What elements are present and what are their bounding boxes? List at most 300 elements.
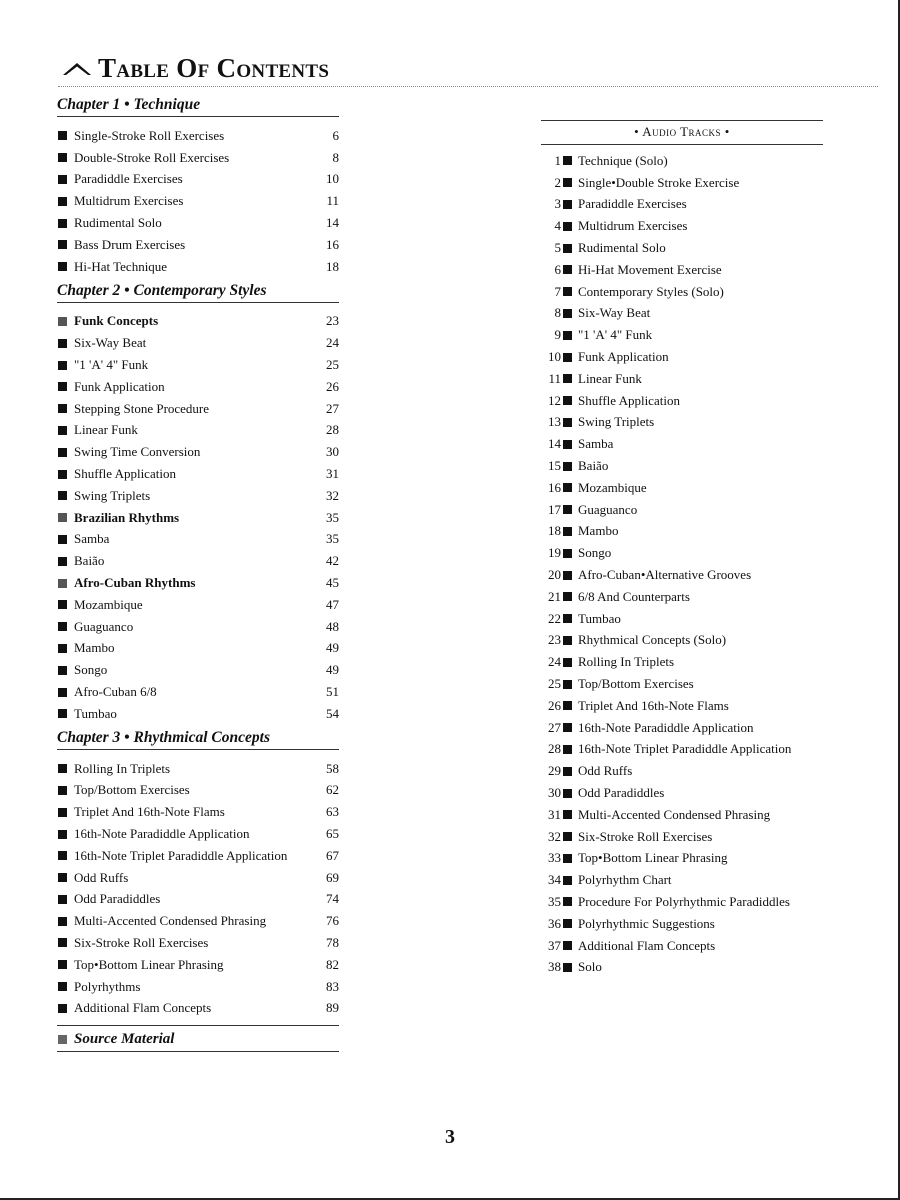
audio-track-item[interactable] bbox=[541, 717, 823, 739]
square-bullet-icon bbox=[58, 808, 67, 817]
entry-page: 24 bbox=[326, 335, 339, 351]
entry-page: 16 bbox=[326, 236, 339, 252]
track-title: Top•Bottom Linear Phrasing bbox=[578, 850, 728, 866]
toc-entry[interactable] bbox=[57, 463, 339, 485]
entry-page: 54 bbox=[326, 705, 339, 721]
track-number: 14 bbox=[548, 436, 561, 452]
square-bullet-icon bbox=[58, 197, 67, 206]
entry-title: Bass Drum Exercises bbox=[74, 236, 186, 252]
entry-title: Samba bbox=[74, 531, 110, 547]
track-number: 1 bbox=[554, 152, 561, 168]
track-title: Polyrhythm Chart bbox=[578, 872, 672, 888]
entry-title: Swing Triplets bbox=[74, 487, 151, 503]
audio-track-item[interactable] bbox=[541, 848, 823, 870]
entry-title: Rudimental Solo bbox=[74, 215, 162, 231]
audio-track-item[interactable] bbox=[541, 760, 823, 782]
square-bullet-icon bbox=[563, 200, 572, 209]
square-bullet-icon bbox=[563, 309, 572, 318]
entry-title: Polyrhythms bbox=[74, 978, 141, 994]
toc-entry[interactable] bbox=[57, 976, 339, 998]
square-bullet-icon bbox=[563, 832, 572, 841]
track-number: 22 bbox=[548, 610, 561, 626]
track-title: Contemporary Styles (Solo) bbox=[578, 283, 724, 299]
track-number: 38 bbox=[548, 959, 561, 975]
entry-title: Multi-Accented Condensed Phrasing bbox=[74, 913, 267, 929]
square-bullet-icon bbox=[563, 767, 572, 776]
square-bullet-icon bbox=[563, 636, 572, 645]
page-number: 3 bbox=[445, 1126, 455, 1148]
entry-page: 65 bbox=[326, 826, 339, 841]
track-number: 11 bbox=[548, 370, 561, 386]
square-bullet-icon bbox=[563, 658, 572, 667]
entry-page: 48 bbox=[326, 618, 339, 634]
square-bullet-icon bbox=[563, 571, 572, 580]
toc-entry[interactable] bbox=[57, 125, 339, 147]
audio-track-item[interactable] bbox=[541, 303, 823, 325]
square-bullet-icon bbox=[58, 851, 67, 860]
track-number: 27 bbox=[548, 719, 561, 735]
track-title: Top/Bottom Exercises bbox=[578, 676, 694, 692]
toc-entry[interactable] bbox=[57, 910, 339, 932]
toc-entry[interactable] bbox=[57, 889, 339, 911]
track-number: 24 bbox=[548, 654, 561, 670]
toc-entry[interactable] bbox=[57, 354, 339, 376]
entry-title: Mozambique bbox=[74, 596, 143, 612]
audio-track-item[interactable] bbox=[541, 215, 823, 237]
track-number: 28 bbox=[548, 741, 561, 757]
track-title: Rhythmical Concepts (Solo) bbox=[578, 632, 727, 648]
entry-title: Triplet And 16th-Note Flams bbox=[74, 804, 225, 820]
audio-track-item[interactable] bbox=[541, 499, 823, 521]
entry-page: 82 bbox=[326, 956, 339, 972]
audio-track-item[interactable] bbox=[541, 869, 823, 891]
toc-header bbox=[58, 52, 878, 88]
square-bullet-icon bbox=[563, 549, 572, 558]
square-bullet-icon bbox=[58, 404, 67, 413]
toc-entry[interactable] bbox=[57, 376, 339, 398]
track-title: Solo bbox=[578, 959, 602, 975]
square-bullet-icon bbox=[563, 963, 572, 972]
entry-title: Double-Stroke Roll Exercises bbox=[74, 149, 230, 165]
section-entry[interactable] bbox=[57, 507, 339, 529]
toc-entry[interactable] bbox=[57, 638, 339, 660]
track-title: Triplet And 16th-Note Flams bbox=[578, 697, 729, 713]
audio-track-item[interactable] bbox=[541, 913, 823, 935]
square-bullet-icon bbox=[563, 701, 572, 710]
entry-title: Top/Bottom Exercises bbox=[74, 782, 190, 798]
square-bullet-icon bbox=[58, 600, 67, 609]
audio-track-item[interactable] bbox=[541, 324, 823, 346]
track-number: 20 bbox=[548, 567, 561, 583]
track-number: 19 bbox=[548, 545, 561, 561]
audio-track-item[interactable] bbox=[541, 172, 823, 194]
audio-track-item[interactable] bbox=[541, 455, 823, 477]
audio-track-item[interactable] bbox=[541, 194, 823, 216]
square-bullet-icon bbox=[563, 897, 572, 906]
toc-entry[interactable] bbox=[57, 529, 339, 551]
toc-entry[interactable] bbox=[57, 681, 339, 703]
square-bullet-icon bbox=[58, 786, 67, 795]
entry-title: "1 'A' 4" Funk bbox=[74, 357, 149, 373]
track-title: Afro-Cuban•Alternative Grooves bbox=[578, 567, 752, 583]
chapter-heading: Chapter 1 • Technique bbox=[57, 96, 339, 117]
square-bullet-icon bbox=[563, 614, 572, 623]
square-bullet-icon bbox=[563, 789, 572, 798]
track-title: Funk Application bbox=[578, 349, 669, 365]
toc-entry[interactable] bbox=[57, 616, 339, 638]
entry-page: 47 bbox=[326, 596, 339, 612]
entry-page: 63 bbox=[326, 804, 339, 820]
entry-title: 16th-Note Paradiddle Application bbox=[74, 826, 250, 841]
entry-page: 31 bbox=[326, 466, 339, 482]
entry-title: Six-Stroke Roll Exercises bbox=[74, 934, 209, 950]
entry-page: 10 bbox=[326, 171, 339, 187]
audio-track-item[interactable] bbox=[541, 346, 823, 368]
audio-track-item[interactable] bbox=[541, 281, 823, 303]
audio-track-item[interactable] bbox=[541, 651, 823, 673]
square-bullet-icon bbox=[563, 265, 572, 274]
entry-page: 67 bbox=[326, 847, 339, 863]
square-bullet-icon bbox=[58, 153, 67, 162]
entry-page: 26 bbox=[326, 378, 339, 394]
square-bullet-icon bbox=[58, 317, 67, 326]
track-number: 7 bbox=[554, 283, 561, 299]
track-title: Mambo bbox=[578, 523, 619, 539]
square-bullet-icon bbox=[58, 535, 67, 544]
toc-entry[interactable] bbox=[57, 169, 339, 191]
entry-title: Linear Funk bbox=[74, 422, 138, 438]
track-title: Paradiddle Exercises bbox=[578, 196, 687, 212]
track-number: 9 bbox=[554, 327, 561, 343]
audio-track-item[interactable] bbox=[541, 477, 823, 499]
track-title: "1 'A' 4" Funk bbox=[578, 327, 653, 343]
toc-entry[interactable] bbox=[57, 594, 339, 616]
track-title: Six-Stroke Roll Exercises bbox=[578, 828, 713, 844]
square-bullet-icon bbox=[563, 353, 572, 362]
chapter-heading: Chapter 2 • Contemporary Styles bbox=[57, 282, 339, 303]
square-bullet-icon bbox=[58, 960, 67, 969]
track-title: Multidrum Exercises bbox=[578, 218, 688, 234]
square-bullet-icon bbox=[58, 644, 67, 653]
entry-title: Funk Application bbox=[74, 378, 165, 394]
track-number: 2 bbox=[554, 174, 561, 190]
square-bullet-icon bbox=[58, 361, 67, 370]
track-title: Odd Ruffs bbox=[578, 763, 633, 779]
track-number: 18 bbox=[548, 523, 561, 539]
square-bullet-icon bbox=[563, 440, 572, 449]
section-entry[interactable] bbox=[57, 311, 339, 333]
toc-entry[interactable] bbox=[57, 190, 339, 212]
audio-track-item[interactable] bbox=[541, 826, 823, 848]
track-title: Hi-Hat Movement Exercise bbox=[578, 261, 722, 277]
track-title: Samba bbox=[578, 436, 614, 452]
track-number: 17 bbox=[548, 501, 561, 517]
toc-entry[interactable] bbox=[57, 845, 339, 867]
audio-track-item[interactable] bbox=[541, 804, 823, 826]
square-bullet-icon bbox=[58, 873, 67, 882]
square-bullet-icon bbox=[58, 688, 67, 697]
track-number: 30 bbox=[548, 785, 561, 800]
chevron-up-icon bbox=[62, 58, 92, 78]
toc-entry[interactable] bbox=[57, 801, 339, 823]
square-bullet-icon bbox=[563, 723, 572, 732]
audio-track-item[interactable] bbox=[541, 564, 823, 586]
square-bullet-icon bbox=[563, 396, 572, 405]
entry-page: 49 bbox=[326, 640, 339, 656]
square-bullet-icon bbox=[58, 262, 67, 271]
track-number: 31 bbox=[548, 806, 561, 822]
entry-page: 14 bbox=[326, 215, 339, 231]
track-number: 35 bbox=[548, 893, 561, 909]
toc-entry[interactable] bbox=[57, 256, 339, 278]
track-number: 12 bbox=[548, 392, 561, 408]
audio-track-item[interactable] bbox=[541, 956, 823, 978]
entry-page: 83 bbox=[326, 978, 339, 994]
track-title: Guaguanco bbox=[578, 501, 638, 517]
square-bullet-icon bbox=[563, 178, 572, 187]
audio-track-item[interactable] bbox=[541, 673, 823, 695]
entry-page: 74 bbox=[326, 891, 339, 907]
audio-track-item[interactable] bbox=[541, 150, 823, 172]
square-bullet-icon bbox=[58, 982, 67, 991]
square-bullet-icon bbox=[58, 470, 67, 479]
audio-track-item[interactable] bbox=[541, 695, 823, 717]
entry-title: Odd Paradiddles bbox=[74, 891, 161, 907]
square-bullet-icon bbox=[58, 240, 67, 249]
track-number: 37 bbox=[548, 937, 561, 953]
audio-track-item[interactable] bbox=[541, 782, 823, 804]
square-bullet-icon bbox=[58, 219, 67, 228]
audio-track-item[interactable] bbox=[541, 739, 823, 761]
entry-page: 58 bbox=[326, 760, 339, 776]
audio-track-item[interactable] bbox=[541, 433, 823, 455]
toc-entry[interactable] bbox=[57, 147, 339, 169]
track-title: Linear Funk bbox=[578, 370, 642, 386]
track-number: 34 bbox=[548, 872, 561, 888]
track-number: 16 bbox=[548, 479, 561, 495]
track-title: Multi-Accented Condensed Phrasing bbox=[578, 806, 771, 822]
audio-track-item[interactable] bbox=[541, 412, 823, 434]
square-bullet-icon bbox=[563, 680, 572, 689]
track-title: 16th-Note Triplet Paradiddle Application bbox=[578, 741, 792, 757]
square-bullet-icon bbox=[563, 483, 572, 492]
toc-entry[interactable] bbox=[57, 823, 339, 845]
track-number: 26 bbox=[548, 697, 561, 713]
square-bullet-icon bbox=[58, 448, 67, 457]
toc-entry[interactable] bbox=[57, 398, 339, 420]
track-title: Additional Flam Concepts bbox=[578, 937, 716, 953]
entry-title: Brazilian Rhythms bbox=[74, 509, 180, 525]
square-bullet-icon bbox=[563, 374, 572, 383]
square-bullet-icon bbox=[58, 1004, 67, 1013]
entry-title: Stepping Stone Procedure bbox=[74, 400, 210, 416]
square-bullet-icon bbox=[58, 709, 67, 718]
square-bullet-icon bbox=[58, 513, 67, 522]
entry-title: Tumbao bbox=[74, 705, 117, 721]
toc-entry[interactable] bbox=[57, 954, 339, 976]
toc-entry[interactable] bbox=[57, 485, 339, 507]
entry-page: 76 bbox=[326, 913, 339, 929]
entry-page: 35 bbox=[326, 531, 339, 547]
track-number: 32 bbox=[548, 828, 561, 844]
audio-track-item[interactable] bbox=[541, 542, 823, 564]
audio-track-item[interactable] bbox=[541, 368, 823, 390]
toc-entry[interactable] bbox=[57, 550, 339, 572]
square-bullet-icon bbox=[58, 830, 67, 839]
toc-entry[interactable] bbox=[57, 212, 339, 234]
source-rule bbox=[57, 1025, 339, 1026]
entry-title: Swing Time Conversion bbox=[74, 444, 201, 460]
audio-track-item[interactable] bbox=[541, 521, 823, 543]
entry-page: 11 bbox=[326, 193, 339, 209]
toc-entry[interactable] bbox=[57, 234, 339, 256]
track-number: 29 bbox=[548, 763, 561, 779]
track-number: 3 bbox=[554, 196, 561, 212]
square-bullet-icon bbox=[58, 426, 67, 435]
track-title: Odd Paradiddles bbox=[578, 785, 665, 800]
entry-page: 32 bbox=[326, 487, 339, 503]
square-bullet-icon bbox=[563, 941, 572, 950]
audio-track-item[interactable] bbox=[541, 608, 823, 630]
square-bullet-icon bbox=[58, 339, 67, 348]
entry-page: 6 bbox=[332, 127, 339, 143]
square-bullet-icon bbox=[563, 244, 572, 253]
audio-track-item[interactable] bbox=[541, 935, 823, 957]
track-number: 6 bbox=[554, 261, 561, 277]
track-title: Shuffle Application bbox=[578, 392, 680, 408]
audio-tracks-panel bbox=[541, 120, 823, 978]
square-bullet-icon bbox=[563, 592, 572, 601]
source-material-label: Source Material bbox=[74, 1031, 175, 1048]
audio-track-item[interactable] bbox=[541, 891, 823, 913]
entry-title: Afro-Cuban 6/8 bbox=[74, 684, 157, 700]
page-title: Table Of Contents bbox=[98, 53, 330, 83]
track-title: Songo bbox=[578, 545, 612, 561]
square-bullet-icon bbox=[58, 895, 67, 904]
track-number: 33 bbox=[548, 850, 561, 866]
toc-entry[interactable] bbox=[57, 703, 339, 725]
entry-page: 62 bbox=[326, 782, 339, 798]
entry-title: Guaguanco bbox=[74, 618, 134, 634]
track-title: Technique (Solo) bbox=[578, 152, 668, 168]
entry-title: Baião bbox=[74, 553, 105, 569]
entry-page: 8 bbox=[332, 149, 339, 165]
toc-entry[interactable] bbox=[57, 780, 339, 802]
source-material-entry[interactable] bbox=[57, 1029, 339, 1052]
track-number: 8 bbox=[554, 305, 561, 321]
track-title: Procedure For Polyrhythmic Paradiddles bbox=[578, 893, 790, 909]
square-bullet-icon bbox=[58, 579, 67, 588]
audio-tracks-heading: • Audio Tracks • bbox=[541, 120, 823, 145]
toc-entry[interactable] bbox=[57, 659, 339, 681]
header-rule bbox=[58, 86, 878, 87]
toc-entry[interactable] bbox=[57, 997, 339, 1019]
square-bullet-icon bbox=[563, 505, 572, 514]
square-bullet-icon bbox=[58, 491, 67, 500]
toc-entry[interactable] bbox=[57, 441, 339, 463]
chapter-heading: Chapter 3 • Rhythmical Concepts bbox=[57, 729, 339, 750]
square-bullet-icon bbox=[58, 131, 67, 140]
track-number: 15 bbox=[548, 458, 561, 474]
square-bullet-icon bbox=[58, 557, 67, 566]
square-bullet-icon bbox=[563, 745, 572, 754]
entry-title: Top•Bottom Linear Phrasing bbox=[74, 956, 224, 972]
track-title: Polyrhythmic Suggestions bbox=[578, 915, 715, 931]
entry-page: 42 bbox=[326, 553, 339, 569]
entry-title: Single-Stroke Roll Exercises bbox=[74, 127, 225, 143]
track-title: Six-Way Beat bbox=[578, 305, 651, 321]
track-number: 36 bbox=[548, 915, 561, 931]
square-bullet-icon bbox=[563, 527, 572, 536]
entry-title: Hi-Hat Technique bbox=[74, 258, 168, 274]
audio-track-list bbox=[541, 150, 823, 978]
audio-track-item[interactable] bbox=[541, 586, 823, 608]
audio-track-item[interactable] bbox=[541, 237, 823, 259]
entry-page: 35 bbox=[326, 509, 339, 525]
track-number: 23 bbox=[548, 632, 561, 648]
toc-entry[interactable] bbox=[57, 867, 339, 889]
square-bullet-icon bbox=[563, 876, 572, 885]
toc-entry[interactable] bbox=[57, 420, 339, 442]
entry-page: 18 bbox=[326, 258, 339, 274]
audio-track-item[interactable] bbox=[541, 630, 823, 652]
entry-page: 49 bbox=[326, 662, 339, 678]
square-bullet-icon bbox=[563, 919, 572, 928]
entry-page: 27 bbox=[326, 400, 339, 416]
toc-entry[interactable] bbox=[57, 332, 339, 354]
entry-title: 16th-Note Triplet Paradiddle Application bbox=[74, 847, 288, 863]
square-bullet-icon bbox=[563, 156, 572, 165]
entry-page: 23 bbox=[326, 313, 339, 329]
square-bullet-icon bbox=[58, 666, 67, 675]
track-number: 5 bbox=[554, 240, 561, 256]
entry-page: 28 bbox=[326, 422, 339, 438]
audio-track-item[interactable] bbox=[541, 390, 823, 412]
square-bullet-icon bbox=[563, 222, 572, 231]
entry-title: Multidrum Exercises bbox=[74, 193, 184, 209]
square-bullet-icon bbox=[58, 382, 67, 391]
entry-title: Shuffle Application bbox=[74, 466, 176, 482]
audio-track-item[interactable] bbox=[541, 259, 823, 281]
square-bullet-icon bbox=[563, 462, 572, 471]
track-number: 21 bbox=[548, 588, 561, 604]
track-title: Baião bbox=[578, 458, 609, 474]
track-number: 13 bbox=[548, 414, 561, 430]
square-bullet-icon bbox=[58, 175, 67, 184]
entry-title: Odd Ruffs bbox=[74, 869, 129, 885]
track-title: 6/8 And Counterparts bbox=[578, 588, 690, 604]
square-bullet-icon bbox=[563, 331, 572, 340]
track-number: 25 bbox=[548, 676, 561, 692]
track-title: Single•Double Stroke Exercise bbox=[578, 174, 740, 190]
square-bullet-icon bbox=[563, 854, 572, 863]
section-entry[interactable] bbox=[57, 572, 339, 594]
entry-title: Funk Concepts bbox=[74, 313, 159, 329]
square-bullet-icon bbox=[58, 917, 67, 926]
track-number: 4 bbox=[554, 218, 561, 234]
track-number: 10 bbox=[548, 349, 561, 365]
entry-page: 25 bbox=[326, 357, 339, 373]
square-bullet-icon bbox=[563, 287, 572, 296]
toc-entry[interactable] bbox=[57, 932, 339, 954]
square-bullet-icon bbox=[563, 810, 572, 819]
track-title: Rolling In Triplets bbox=[578, 654, 675, 670]
track-title: Tumbao bbox=[578, 610, 621, 626]
entry-title: Rolling In Triplets bbox=[74, 760, 171, 776]
toc-entry[interactable] bbox=[57, 758, 339, 780]
entry-page: 45 bbox=[326, 575, 339, 591]
track-title: Rudimental Solo bbox=[578, 240, 666, 256]
